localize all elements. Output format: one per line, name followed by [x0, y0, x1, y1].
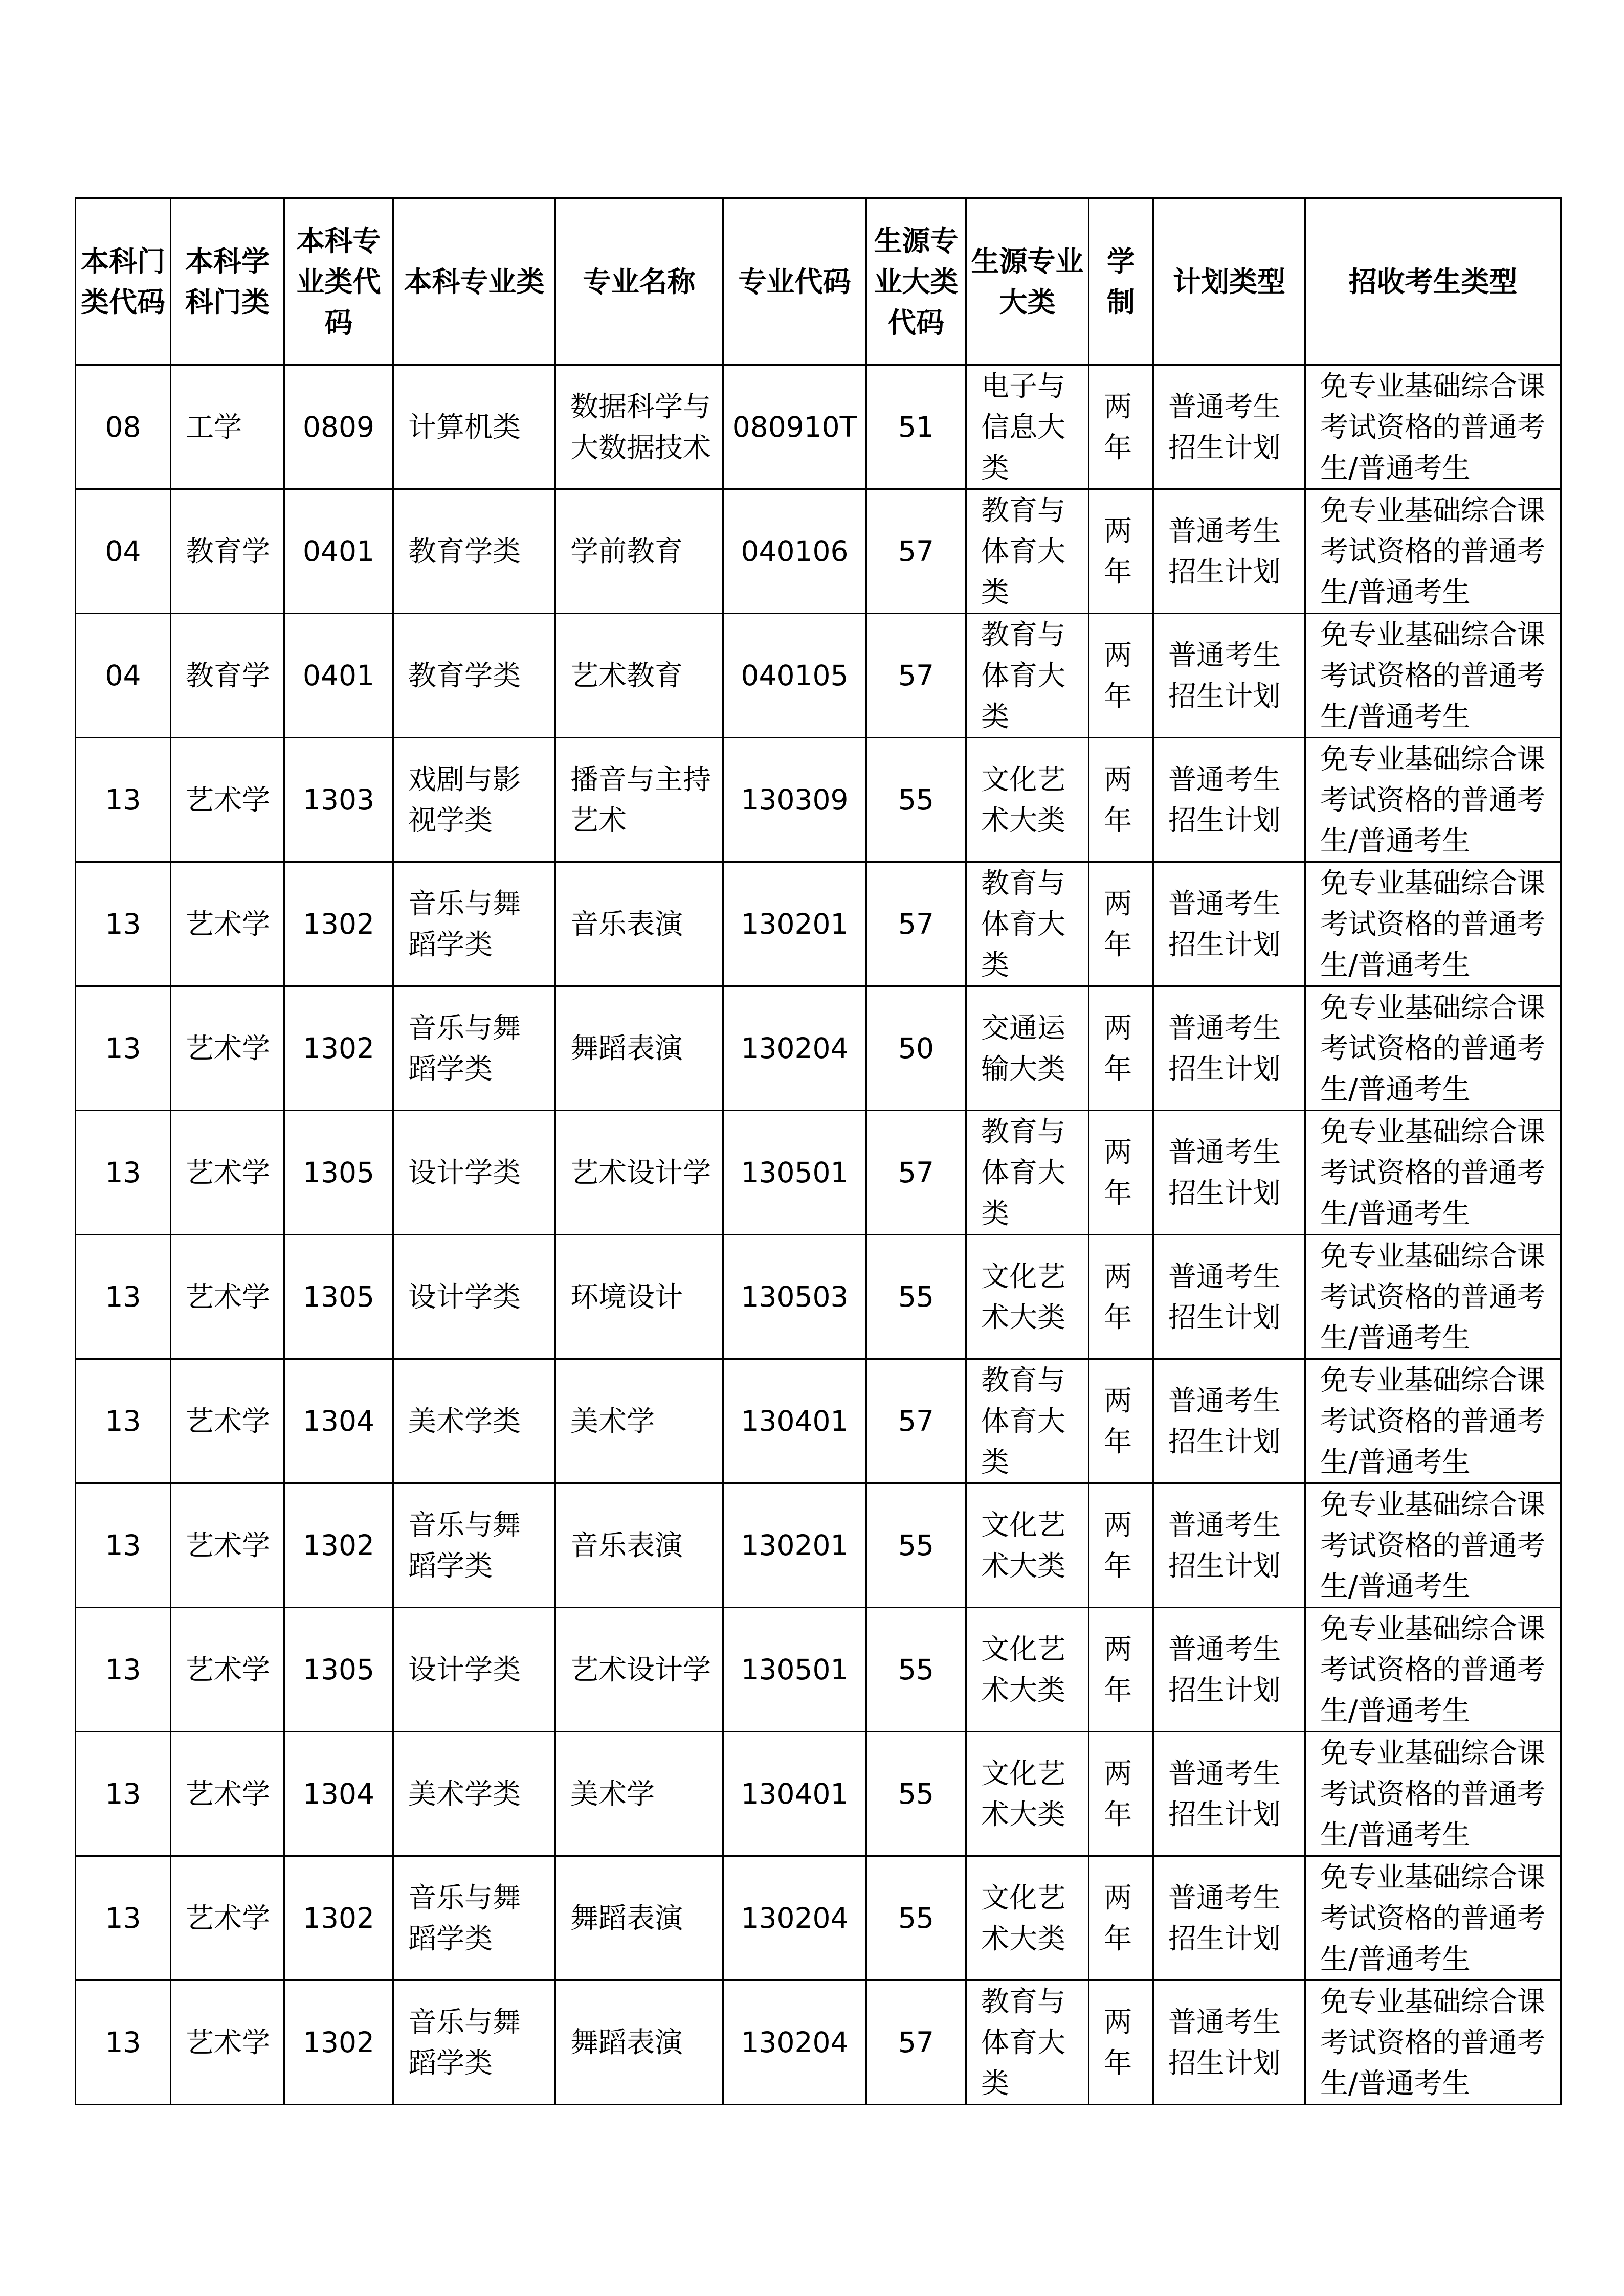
source-category-code-cell: 55 — [866, 1235, 966, 1359]
duration-cell: 两年 — [1089, 614, 1153, 738]
major-class-cell: 音乐与舞蹈学类 — [393, 1483, 555, 1608]
major-name-cell: 音乐表演 — [555, 862, 723, 986]
major-name-cell: 艺术设计学 — [555, 1608, 723, 1732]
discipline-cell: 艺术学 — [171, 1359, 284, 1483]
discipline-code-cell: 13 — [76, 862, 171, 986]
source-category-cell: 文化艺术大类 — [966, 1856, 1089, 1980]
duration-cell: 两年 — [1089, 1483, 1153, 1608]
header-candidate-type: 招收考生类型 — [1305, 198, 1561, 365]
major-code-cell: 130204 — [723, 986, 866, 1111]
major-class-code-cell: 1302 — [284, 1856, 393, 1980]
source-category-cell: 文化艺术大类 — [966, 738, 1089, 862]
major-class-code-cell: 1302 — [284, 986, 393, 1111]
major-class-cell: 音乐与舞蹈学类 — [393, 862, 555, 986]
major-code-cell: 130309 — [723, 738, 866, 862]
discipline-code-cell: 13 — [76, 986, 171, 1111]
major-name-cell: 舞蹈表演 — [555, 1856, 723, 1980]
candidate-type-cell: 免专业基础综合课考试资格的普通考生/普通考生 — [1305, 365, 1561, 489]
source-category-cell: 教育与体育大类 — [966, 1359, 1089, 1483]
major-code-cell: 130201 — [723, 862, 866, 986]
plan-type-cell: 普通考生招生计划 — [1153, 862, 1305, 986]
header-plan-type: 计划类型 — [1153, 198, 1305, 365]
candidate-type-cell: 免专业基础综合课考试资格的普通考生/普通考生 — [1305, 1483, 1561, 1608]
discipline-cell: 艺术学 — [171, 1111, 284, 1235]
major-code-cell: 130401 — [723, 1732, 866, 1856]
major-name-cell: 艺术教育 — [555, 614, 723, 738]
duration-cell: 两年 — [1089, 489, 1153, 614]
candidate-type-cell: 免专业基础综合课考试资格的普通考生/普通考生 — [1305, 1732, 1561, 1856]
major-code-cell: 040105 — [723, 614, 866, 738]
table-row — [76, 1856, 1561, 1980]
discipline-code-cell: 04 — [76, 489, 171, 614]
major-class-code-cell: 1302 — [284, 1483, 393, 1608]
header-major-name: 专业名称 — [555, 198, 723, 365]
major-code-cell: 080910T — [723, 365, 866, 489]
source-category-code-cell: 57 — [866, 1980, 966, 2105]
table-row — [76, 1980, 1561, 2105]
major-class-code-cell: 0401 — [284, 489, 393, 614]
header-major-class: 本科专业类 — [393, 198, 555, 365]
source-category-code-cell: 55 — [866, 738, 966, 862]
discipline-cell: 艺术学 — [171, 1608, 284, 1732]
source-category-code-cell: 57 — [866, 1359, 966, 1483]
plan-type-cell: 普通考生招生计划 — [1153, 489, 1305, 614]
major-class-cell: 设计学类 — [393, 1111, 555, 1235]
major-class-code-cell: 1304 — [284, 1359, 393, 1483]
major-name-cell: 舞蹈表演 — [555, 1980, 723, 2105]
major-class-cell: 教育学类 — [393, 614, 555, 738]
candidate-type-cell: 免专业基础综合课考试资格的普通考生/普通考生 — [1305, 489, 1561, 614]
candidate-type-cell: 免专业基础综合课考试资格的普通考生/普通考生 — [1305, 738, 1561, 862]
header-discipline-code: 本科门类代码 — [76, 198, 171, 365]
table-row — [76, 1608, 1561, 1732]
duration-cell: 两年 — [1089, 1732, 1153, 1856]
table-row — [76, 1111, 1561, 1235]
major-class-code-cell: 0809 — [284, 365, 393, 489]
plan-type-cell: 普通考生招生计划 — [1153, 738, 1305, 862]
source-category-cell: 教育与体育大类 — [966, 489, 1089, 614]
plan-type-cell: 普通考生招生计划 — [1153, 1359, 1305, 1483]
table-row — [76, 738, 1561, 862]
table-row — [76, 1235, 1561, 1359]
duration-cell: 两年 — [1089, 1359, 1153, 1483]
source-category-code-cell: 57 — [866, 1111, 966, 1235]
duration-cell: 两年 — [1089, 365, 1153, 489]
major-class-cell: 设计学类 — [393, 1235, 555, 1359]
plan-type-cell: 普通考生招生计划 — [1153, 1235, 1305, 1359]
source-category-code-cell: 55 — [866, 1608, 966, 1732]
major-name-cell: 美术学 — [555, 1732, 723, 1856]
major-class-code-cell: 1305 — [284, 1608, 393, 1732]
source-category-code-cell: 57 — [866, 489, 966, 614]
discipline-code-cell: 13 — [76, 1856, 171, 1980]
candidate-type-cell: 免专业基础综合课考试资格的普通考生/普通考生 — [1305, 1608, 1561, 1732]
major-name-cell: 艺术设计学 — [555, 1111, 723, 1235]
table-row — [76, 986, 1561, 1111]
candidate-type-cell: 免专业基础综合课考试资格的普通考生/普通考生 — [1305, 862, 1561, 986]
discipline-cell: 教育学 — [171, 614, 284, 738]
plan-type-cell: 普通考生招生计划 — [1153, 1980, 1305, 2105]
table-header — [76, 198, 1561, 365]
header-discipline: 本科学科门类 — [171, 198, 284, 365]
plan-type-cell: 普通考生招生计划 — [1153, 1111, 1305, 1235]
discipline-code-cell: 13 — [76, 1235, 171, 1359]
discipline-code-cell: 04 — [76, 614, 171, 738]
table-row — [76, 614, 1561, 738]
major-class-cell: 美术学类 — [393, 1732, 555, 1856]
discipline-cell: 艺术学 — [171, 862, 284, 986]
discipline-code-cell: 13 — [76, 1483, 171, 1608]
source-category-cell: 教育与体育大类 — [966, 862, 1089, 986]
table-row — [76, 862, 1561, 986]
major-name-cell: 环境设计 — [555, 1235, 723, 1359]
discipline-cell: 教育学 — [171, 489, 284, 614]
candidate-type-cell: 免专业基础综合课考试资格的普通考生/普通考生 — [1305, 1111, 1561, 1235]
discipline-code-cell: 13 — [76, 1111, 171, 1235]
major-code-cell: 130503 — [723, 1235, 866, 1359]
plan-type-cell: 普通考生招生计划 — [1153, 365, 1305, 489]
major-class-code-cell: 1303 — [284, 738, 393, 862]
table-row — [76, 365, 1561, 489]
source-category-code-cell: 57 — [866, 614, 966, 738]
discipline-code-cell: 13 — [76, 1732, 171, 1856]
discipline-cell: 艺术学 — [171, 1980, 284, 2105]
major-class-code-cell: 1304 — [284, 1732, 393, 1856]
header-row — [76, 198, 1561, 365]
major-code-cell: 130204 — [723, 1856, 866, 1980]
discipline-cell: 工学 — [171, 365, 284, 489]
major-name-cell: 学前教育 — [555, 489, 723, 614]
major-class-cell: 设计学类 — [393, 1608, 555, 1732]
header-major-code: 专业代码 — [723, 198, 866, 365]
header-source-category-code: 生源专业大类代码 — [866, 198, 966, 365]
table-row — [76, 489, 1561, 614]
plan-type-cell: 普通考生招生计划 — [1153, 1856, 1305, 1980]
major-class-cell: 音乐与舞蹈学类 — [393, 986, 555, 1111]
discipline-cell: 艺术学 — [171, 986, 284, 1111]
duration-cell: 两年 — [1089, 738, 1153, 862]
source-category-cell: 教育与体育大类 — [966, 614, 1089, 738]
major-code-cell: 130401 — [723, 1359, 866, 1483]
major-class-cell: 戏剧与影视学类 — [393, 738, 555, 862]
major-class-cell: 音乐与舞蹈学类 — [393, 1980, 555, 2105]
duration-cell: 两年 — [1089, 1980, 1153, 2105]
candidate-type-cell: 免专业基础综合课考试资格的普通考生/普通考生 — [1305, 614, 1561, 738]
plan-type-cell: 普通考生招生计划 — [1153, 986, 1305, 1111]
table-row — [76, 1732, 1561, 1856]
source-category-cell: 文化艺术大类 — [966, 1235, 1089, 1359]
discipline-code-cell: 13 — [76, 1359, 171, 1483]
plan-type-cell: 普通考生招生计划 — [1153, 1483, 1305, 1608]
major-class-code-cell: 1305 — [284, 1111, 393, 1235]
source-category-cell: 交通运输大类 — [966, 986, 1089, 1111]
header-major-class-code: 本科专业类代码 — [284, 198, 393, 365]
major-class-code-cell: 0401 — [284, 614, 393, 738]
candidate-type-cell: 免专业基础综合课考试资格的普通考生/普通考生 — [1305, 1235, 1561, 1359]
source-category-cell: 教育与体育大类 — [966, 1111, 1089, 1235]
major-class-cell: 美术学类 — [393, 1359, 555, 1483]
major-class-cell: 音乐与舞蹈学类 — [393, 1856, 555, 1980]
discipline-cell: 艺术学 — [171, 738, 284, 862]
discipline-code-cell: 13 — [76, 738, 171, 862]
major-code-cell: 040106 — [723, 489, 866, 614]
major-code-cell: 130501 — [723, 1111, 866, 1235]
major-class-code-cell: 1302 — [284, 862, 393, 986]
discipline-cell: 艺术学 — [171, 1732, 284, 1856]
source-category-cell: 文化艺术大类 — [966, 1483, 1089, 1608]
major-name-cell: 舞蹈表演 — [555, 986, 723, 1111]
plan-type-cell: 普通考生招生计划 — [1153, 1732, 1305, 1856]
plan-type-cell: 普通考生招生计划 — [1153, 1608, 1305, 1732]
major-class-cell: 教育学类 — [393, 489, 555, 614]
major-code-cell: 130204 — [723, 1980, 866, 2105]
candidate-type-cell: 免专业基础综合课考试资格的普通考生/普通考生 — [1305, 1856, 1561, 1980]
major-code-cell: 130501 — [723, 1608, 866, 1732]
plan-type-cell: 普通考生招生计划 — [1153, 614, 1305, 738]
major-name-cell: 美术学 — [555, 1359, 723, 1483]
source-category-code-cell: 55 — [866, 1856, 966, 1980]
duration-cell: 两年 — [1089, 862, 1153, 986]
discipline-code-cell: 13 — [76, 1980, 171, 2105]
discipline-cell: 艺术学 — [171, 1483, 284, 1608]
source-category-code-cell: 50 — [866, 986, 966, 1111]
candidate-type-cell: 免专业基础综合课考试资格的普通考生/普通考生 — [1305, 1980, 1561, 2105]
duration-cell: 两年 — [1089, 1856, 1153, 1980]
candidate-type-cell: 免专业基础综合课考试资格的普通考生/普通考生 — [1305, 1359, 1561, 1483]
header-source-category: 生源专业大类 — [966, 198, 1089, 365]
major-name-cell: 音乐表演 — [555, 1483, 723, 1608]
table-body — [76, 365, 1561, 2105]
discipline-cell: 艺术学 — [171, 1856, 284, 1980]
source-category-cell: 文化艺术大类 — [966, 1608, 1089, 1732]
major-class-code-cell: 1302 — [284, 1980, 393, 2105]
enrollment-plan-table — [75, 197, 1562, 2105]
discipline-cell: 艺术学 — [171, 1235, 284, 1359]
source-category-code-cell: 51 — [866, 365, 966, 489]
source-category-cell: 文化艺术大类 — [966, 1732, 1089, 1856]
duration-cell: 两年 — [1089, 986, 1153, 1111]
major-name-cell: 数据科学与大数据技术 — [555, 365, 723, 489]
duration-cell: 两年 — [1089, 1235, 1153, 1359]
duration-cell: 两年 — [1089, 1608, 1153, 1732]
major-class-cell: 计算机类 — [393, 365, 555, 489]
candidate-type-cell: 免专业基础综合课考试资格的普通考生/普通考生 — [1305, 986, 1561, 1111]
discipline-code-cell: 13 — [76, 1608, 171, 1732]
duration-cell: 两年 — [1089, 1111, 1153, 1235]
table-row — [76, 1359, 1561, 1483]
source-category-code-cell: 55 — [866, 1732, 966, 1856]
source-category-cell: 电子与信息大类 — [966, 365, 1089, 489]
major-name-cell: 播音与主持艺术 — [555, 738, 723, 862]
header-duration: 学制 — [1089, 198, 1153, 365]
major-class-code-cell: 1305 — [284, 1235, 393, 1359]
source-category-cell: 教育与体育大类 — [966, 1980, 1089, 2105]
source-category-code-cell: 57 — [866, 862, 966, 986]
discipline-code-cell: 08 — [76, 365, 171, 489]
table-row — [76, 1483, 1561, 1608]
source-category-code-cell: 55 — [866, 1483, 966, 1608]
major-code-cell: 130201 — [723, 1483, 866, 1608]
